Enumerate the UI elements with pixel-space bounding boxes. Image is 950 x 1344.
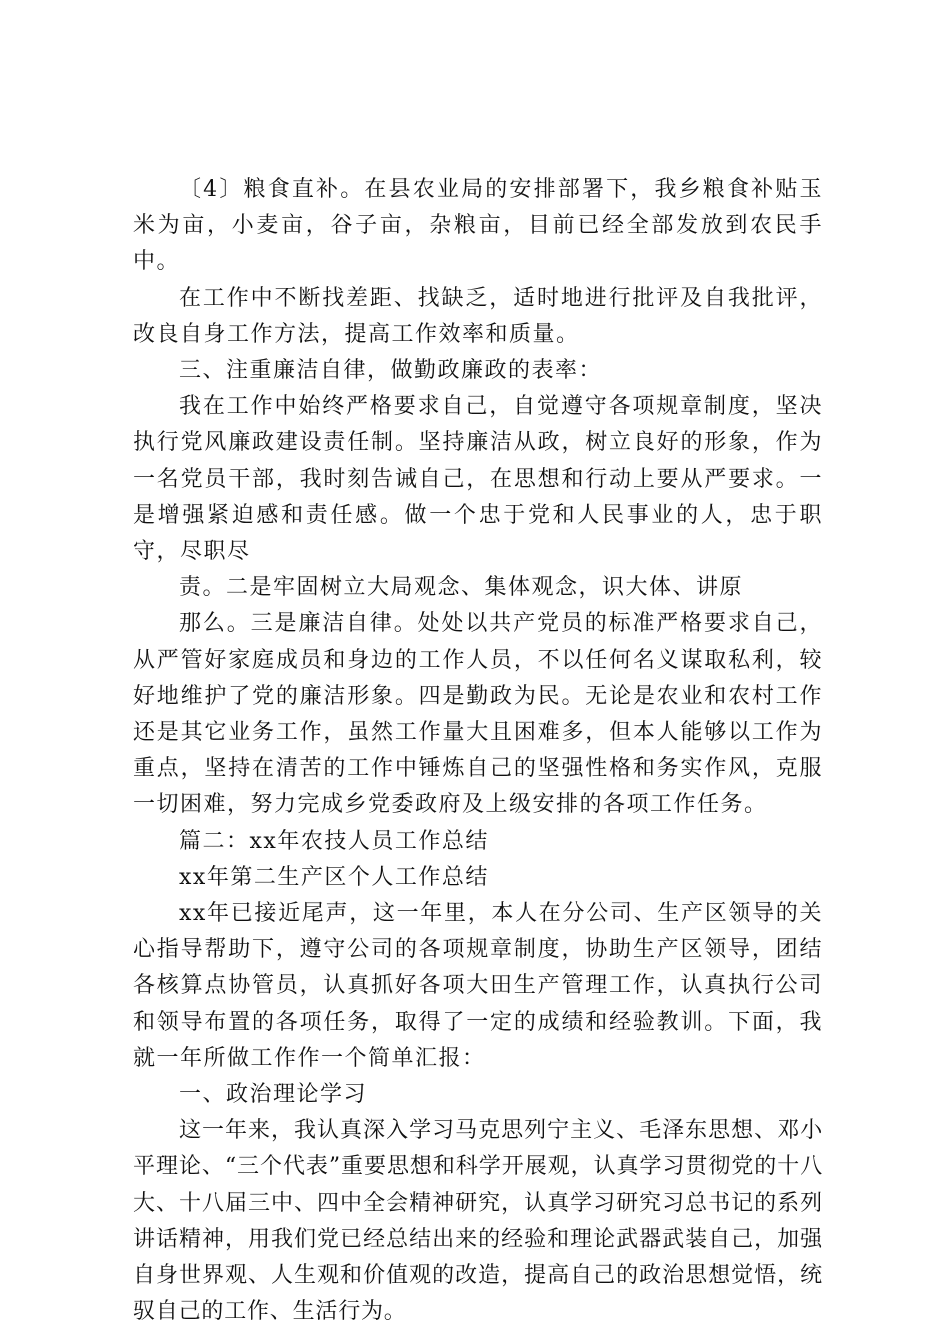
paragraph-clean-governance: 那么。三是廉洁自律。处处以共产党员的标准严格要求自己，从严管好家庭成员和身边的工作人员，不以任何名义谋取私利，较好地维护了党的廉洁形象。四是勤政为民。无论是农业和农村工作还是其它业务工作，虽然工作量大且困难多，但本人能够以工作为重点，坚持在清苦的工作中锤炼自己的坚强性格和务实作风，克服一切困难，努力完成乡党委政府及上级安排的各项工作任务。 bbox=[133, 611, 823, 818]
document-body bbox=[133, 172, 823, 1331]
paragraph-self-improvement: 在工作中不断找差距、找缺乏，适时地进行批评及自我批评，改良自身工作方法，提高工作效率和质量。 bbox=[133, 285, 823, 347]
section-heading-integrity: 三、注重廉洁自律，做勤政廉政的表率： bbox=[179, 358, 603, 384]
article-subtitle: xx年第二生产区个人工作总结 bbox=[179, 864, 489, 890]
paragraph-political-study: 这一年来，我认真深入学习马克思列宁主义、毛泽东思想、邓小平理论、“三个代表”重要思想和科学开展观，认真学习贯彻党的十八大、十八届三中、四中全会精神研究，认真学习研究习总书记的系列讲话精神，用我们党已经总结出来的经验和理论武器武装自己，加强自身世界观、人生观和价值观的改造，提高自己的政治思想觉悟，统驭自己的工作、生活行为。 bbox=[133, 1118, 823, 1325]
paragraph-grain-subsidy: 〔4〕粮食直补。在县农业局的安排部署下，我乡粮食补贴玉米为亩，小麦亩，谷子亩，杂粮亩，目前已经全部发放到农民手中。 bbox=[133, 177, 823, 275]
article-title-part-two: 篇二：xx年农技人员工作总结 bbox=[179, 828, 489, 854]
paragraph-integrity-requirements: 我在工作中始终严格要求自己，自觉遵守各项规章制度，坚决执行党风廉政建设责任制。坚持廉洁从政，树立良好的形象，作为一名党员干部，我时刻告诫自己，在思想和行动上要从严要求。一是增强紧迫感和责任感。做一个忠于党和人民事业的人，忠于职守，尽职尽 bbox=[133, 394, 823, 565]
paragraph-year-overview: xx年已接近尾声，这一年里，本人在分公司、生产区领导的关心指导帮助下，遵守公司的各项规章制度，协助生产区领导，团结各核算点协管员，认真抓好各项大田生产管理工作，认真执行公司和领导布置的各项任务，取得了一定的成绩和经验教训。下面，我就一年所做工作作一个简单汇报： bbox=[133, 901, 823, 1071]
paragraph-big-picture: 责。二是牢固树立大局观念、集体观念，识大体、讲原 bbox=[179, 575, 744, 601]
section-heading-political-study: 一、政治理论学习 bbox=[179, 1082, 368, 1108]
